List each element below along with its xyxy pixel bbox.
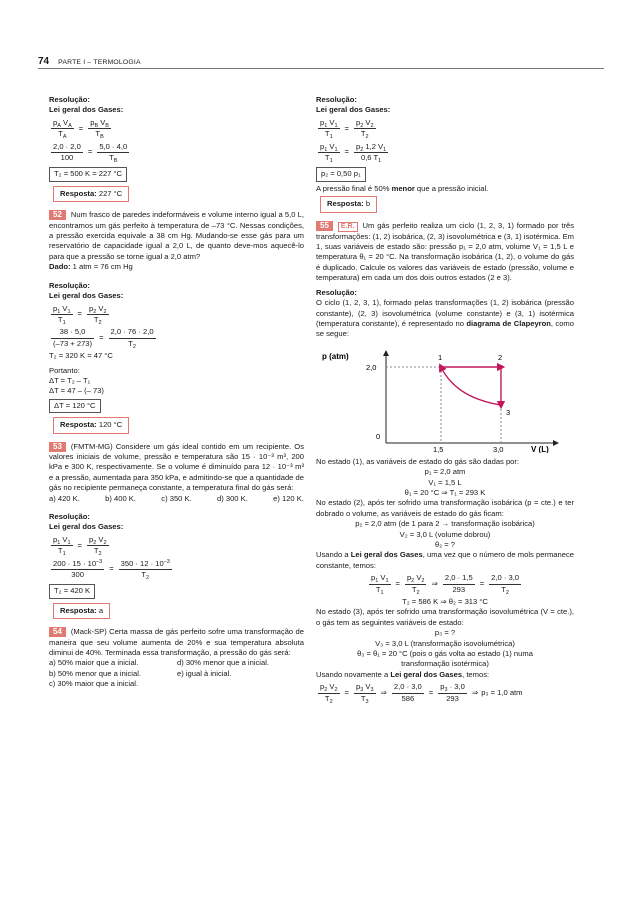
q52-dado: Dado: 1 atm = 76 cm Hg <box>49 262 133 272</box>
result-box: T₂ = 420 K <box>49 584 95 598</box>
right-column <box>316 95 574 706</box>
y-tick-label: 2,0 <box>366 362 377 372</box>
option: a) 420 K. <box>49 493 80 503</box>
estado3-line: V₃ = 3,0 L (transformação isovolumétrica) <box>375 638 515 648</box>
estado3-line: θ₃ = θ₁ = 20 °C (pois o gás volta ao estado (1) numa <box>357 649 533 659</box>
result-box: ΔT = 120 °C <box>49 399 101 413</box>
question-number: 55 <box>316 221 333 231</box>
option: a) 50% maior que a inicial. <box>49 658 139 668</box>
lei-geral-heading: Lei geral dos Gases: <box>49 522 124 532</box>
estado1-line: V₁ = 1,5 L <box>428 477 462 487</box>
formula-values: $\frac{2,0 \cdot 2,0}{100}$ = $\frac{5,0 \cdot 4,0}{T_B}$ <box>53 141 128 165</box>
estado1-intro: No estado (1), as variáveis de estado do gás são dadas por: <box>316 456 520 466</box>
option: c) 350 K. <box>161 493 192 503</box>
p3-result: p₃ = 1,0 atm <box>481 687 523 697</box>
header-rule <box>38 68 604 69</box>
answer-box: Resposta: 227 °C <box>53 186 129 202</box>
question-55: 55 E.R. Um gás perfeito realiza um ciclo (1, 2, 3, 1) formado por três transformações: (1, 2) isobárica, (2, 3) isovolumétrica e (3, 1) isotérmica. Em 1, suas variáveis de estado são: pressão p₁ = 2,0 atm, volume V₁ = 1,5 L e temperatura θ₁ = 20 °C. Na transformação isobárica (1, 2), o volume do gás é duplicado. Calcule os valores das variáveis de estado (pressão, volume e temperatura) em cada um dos dois outros estados (2 e 3). <box>316 220 574 283</box>
resolucao-heading: Resolução: <box>316 287 357 297</box>
option: d) 300 K. <box>216 493 248 503</box>
estado3-line: transformação isotérmica) <box>401 659 489 669</box>
usando2-text: Usando novamente a Lei geral dos Gases, temos: <box>316 669 490 679</box>
result-box: p₂ = 0,50 p₁ <box>316 167 366 181</box>
option: e) 120 K. <box>273 493 304 503</box>
option: d) 30% menor que a inicial. <box>177 658 270 668</box>
portanto-label: Portanto: <box>49 365 80 375</box>
left-column <box>49 95 304 690</box>
resolucao-heading: Resolução: <box>49 280 90 290</box>
option: c) 30% maior que a inicial. <box>49 679 139 689</box>
section-title: PARTE I – TERMOLOGIA <box>58 59 141 66</box>
formula-values: $\frac{200 \cdot 15 \cdot 10^{-3}}{300}$ = $\frac{350 \cdot 12 \cdot 10^{-3}}{T_2}$ <box>53 558 170 582</box>
point-label: 3 <box>506 407 511 417</box>
delta-t-line: ΔT = 47 – (– 73) <box>49 386 104 396</box>
result-box: T₂ = 500 K = 227 °C <box>49 167 127 181</box>
formula-general: $\frac{p_1 V_1}{T_1}$ = $\frac{p_2 V_2}{T_2}$ <box>53 534 107 558</box>
answer-box: Resposta: a <box>53 603 110 619</box>
formula-values: $\frac{p_1 V_1}{T_1}$ = $\frac{p_2 1,2 V_1}{0,6 T_1}$ <box>320 141 387 165</box>
t2-line: T₂ = 320 K = 47 °C <box>49 351 113 361</box>
formula-general: $\frac{p_1 V_1}{T_1}$ = $\frac{p_2 V_2}{T_2}$ <box>53 303 107 326</box>
formula-t2: $\frac{p_1 V_1}{T_1}$ = $\frac{p_2 V_2}{T_2}$ ⇒ $\frac{2,0 \cdot 1,5}{293}$ = $\frac{2,0 \cdot 3,0}{T_2}$ <box>370 573 520 596</box>
resolucao-heading: Resolução: <box>49 512 90 521</box>
lei-geral-heading: Lei geral dos Gases: <box>316 105 391 115</box>
question-54: 54 (Mack-SP) Certa massa de gás perfeito sofre uma transformação de maneira que seu volume aumenta de 20% e sua temperatura absoluta diminui de 40%. Terminada essa transformação, a pressão do gás será: <box>49 627 304 658</box>
resolucao-heading: Resolução: <box>316 95 357 104</box>
point-3 <box>499 403 503 407</box>
q54-options <box>49 658 304 689</box>
estado2-line: θ₂ = ? <box>434 539 456 549</box>
point-2 <box>499 365 503 369</box>
formula-p3: $\frac{p_2 V_2}{T_2}$ = $\frac{p_3 V_3}{T_3}$ ⇒ $\frac{2,0 \cdot 3,0}{586}$ = $\frac{p_3 \cdot 3,0}{293}$ ⇒ p₃ = 1,0 atm <box>320 682 523 705</box>
answer-box: Resposta: 120 °C <box>53 417 129 433</box>
estado3-line: p₃ = ? <box>434 628 456 638</box>
question-number: 53 <box>49 442 66 452</box>
estado1-line: θ₁ = 20 °C ⇒ T₁ = 293 K <box>404 487 486 497</box>
estado2-intro: No estado (2), após ter sofrido uma transformação isobárica (p = cte.) e ter dobrado o volume, as variáveis de estado do gás ficam: <box>316 498 574 518</box>
answer-box: Resposta: b <box>320 196 377 212</box>
estado2-line: V₂ = 3,0 L (volume dobrou) <box>399 529 491 539</box>
q53-options <box>49 494 304 504</box>
estado2-line: p₂ = 2,0 atm (de 1 para 2 → transformação isobárica) <box>355 519 535 529</box>
question-number: 54 <box>49 627 66 637</box>
formula-values: $\frac{38 \cdot 5,0}{(-73 + 273)}$ = $\frac{2,0 \cdot 76 \cdot 2,0}{T_2}$ <box>53 327 154 350</box>
point-label: 2 <box>498 352 503 362</box>
final-statement: A pressão final é 50% menor que a pressão inicial. <box>316 183 489 193</box>
question-number: 52 <box>49 210 66 220</box>
er-badge: E.R. <box>338 222 358 232</box>
x-tick-label: 3,0 <box>493 444 504 453</box>
t2-result: T₂ = 586 K ⇒ θ₂ = 313 °C <box>402 597 488 606</box>
x-tick-label: 1,5 <box>433 444 444 453</box>
estado1-line: p₁ = 2,0 atm <box>424 467 466 477</box>
page-number: 74 <box>38 56 50 67</box>
lei-geral-heading: Lei geral dos Gases: <box>49 291 124 301</box>
resolucao-heading: Resolução: <box>49 95 90 104</box>
usando-text: Usando a Lei geral dos Gases, uma vez que o número de mols permanece constante, temos: <box>316 550 574 570</box>
point-1 <box>439 365 443 369</box>
page-header <box>38 57 141 68</box>
formula-general: $\frac{p_A V_A}{T_A}$ = $\frac{p_B V_B}{T_B}$ <box>53 117 109 141</box>
isothermal-3-1 <box>441 367 501 405</box>
option: b) 400 K. <box>105 493 136 503</box>
x-axis-label: V (L) <box>531 444 549 453</box>
origin-label: 0 <box>376 431 381 441</box>
question-53: 53 (FMTM-MG) Considere um gás ideal contido em um recipiente. Os valores iniciais de volume, pressão e temperatura são 15 · 10⁻³ m³, 200 kPa e 300 K, respectivamente. Se o volume é diminuído para 12 · 10⁻³ m³ e a pressão, aumentada para 350 kPa, e admitindo-se que a quantidade de gás no recipiente permaneça constante, a temperatura final do gás será: <box>49 441 304 493</box>
option: b) 50% menor que a inicial. <box>49 668 142 678</box>
option: e) igual à inicial. <box>177 668 232 678</box>
estado3-intro: No estado (3), após ter sofrido uma transformação isovolumétrica (V = cte.), o gás tem as seguintes variáveis de estado: <box>316 607 574 627</box>
diagram-svg <box>316 343 574 453</box>
formula-general: $\frac{p_1 V_1}{T_1}$ = $\frac{p_2 V_2}{T_2}$ <box>320 117 374 141</box>
lei-geral-heading: Lei geral dos Gases: <box>49 105 124 115</box>
clapeyron-diagram <box>316 343 574 453</box>
delta-t-line: ΔT = T₂ – T₁ <box>49 375 91 385</box>
point-label: 1 <box>438 352 443 362</box>
resolution-text: O ciclo (1, 2, 3, 1), formado pelas transformações (1, 2) isobárica (pressão constante), (2, 3) isovolumétrica (volume constante) e (3, 1) isotérmica (temperatura constante), é representado no diagrama de Clapeyron, como se segue: <box>316 298 574 339</box>
question-52: 52 Num frasco de paredes indeformáveis e volume interno igual a 5,0 L, encontramos um gás perfeito à temperatura de –73 °C. Nessas condições, a pressão exercida equivale a 38 cm Hg. Mudando-se esse gás para um reservatório de capacidade igual a 2,0 L, de quanto deve-mos aquecê-lo para que a pressão se torne igual a 2,0 atm? <box>49 210 304 261</box>
y-axis-label: p (atm) <box>322 351 349 361</box>
